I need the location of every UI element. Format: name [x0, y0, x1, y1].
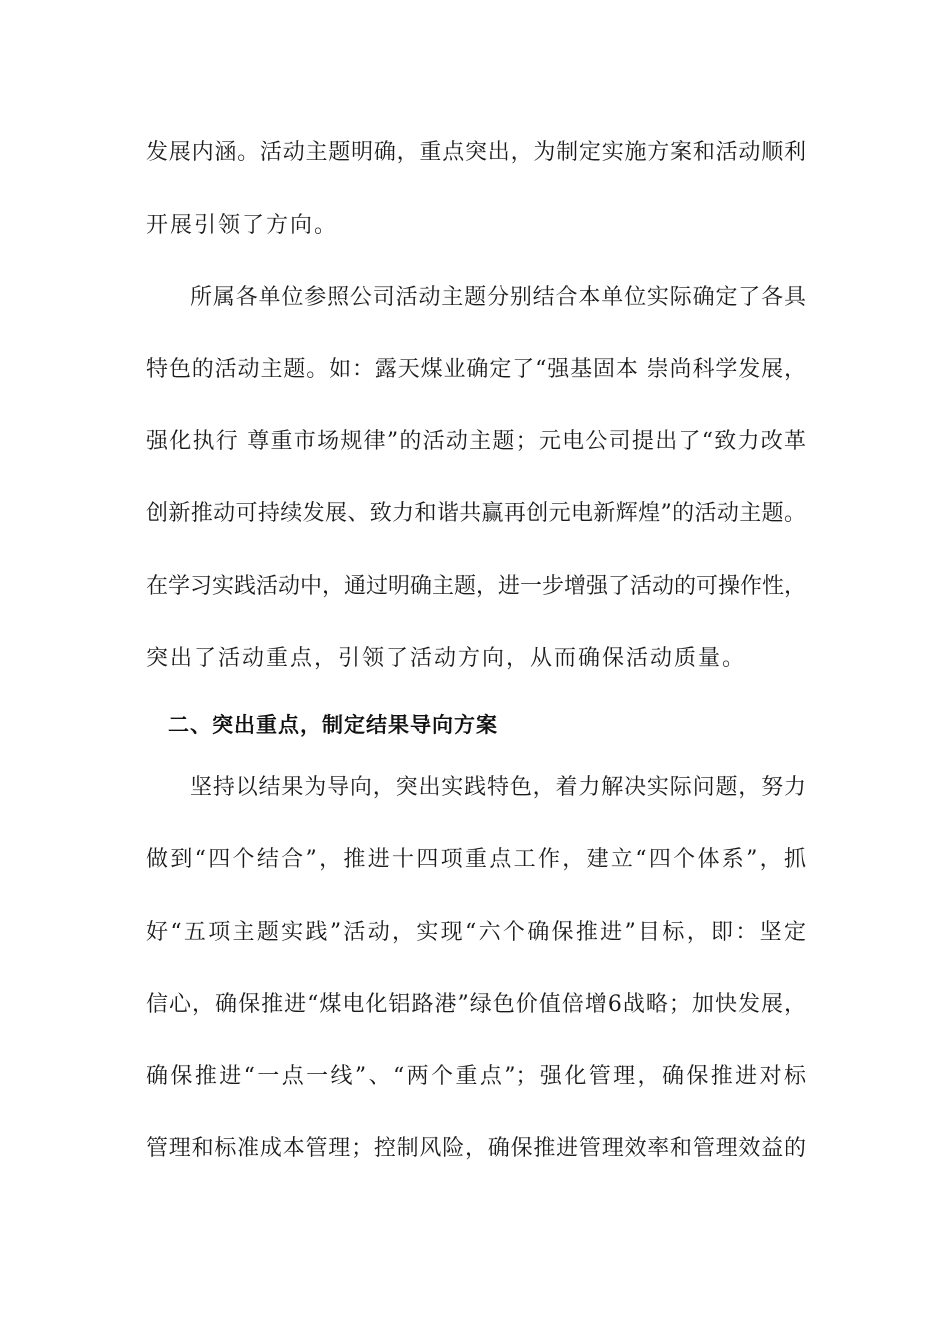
paragraph-line: 确保推进“一点一线”、“两个重点”；强化管理，确保推进对标	[146, 1064, 806, 1089]
paragraph-line: 做到“四个结合”，推进十四项重点工作，建立“四个体系”，抓	[146, 847, 806, 872]
paragraph-line: 特色的活动主题。如：露天煤业确定了“强基固本 崇尚科学发展，	[146, 357, 806, 382]
paragraph-line: 好“五项主题实践”活动，实现“六个确保推进”目标，即：坚定	[146, 920, 806, 945]
paragraph-line: 开展引领了方向。	[146, 213, 339, 238]
paragraph-line: 信心，确保推进“煤电化铝路港”绿色价值倍增6战略；加快发展，	[146, 992, 806, 1017]
paragraph-line: 在学习实践活动中，通过明确主题，进一步增强了活动的可操作性，	[146, 574, 807, 599]
paragraph-line: 发展内涵。活动主题明确，重点突出，为制定实施方案和活动顺利	[146, 140, 806, 165]
section-heading: 二、突出重点，制定结果导向方案	[168, 713, 498, 737]
paragraph-line: 所属各单位参照公司活动主题分别结合本单位实际确定了各具	[190, 285, 806, 310]
paragraph-line: 强化执行 尊重市场规律”的活动主题；元电公司提出了“致力改革	[146, 429, 806, 454]
paragraph-line: 突出了活动重点，引领了活动方向，从而确保活动质量。	[146, 646, 747, 671]
paragraph-line: 创新推动可持续发展、致力和谐共赢再创元电新辉煌”的活动主题。	[146, 501, 806, 526]
paragraph-line: 管理和标准成本管理；控制风险，确保推进管理效率和管理效益的	[146, 1136, 806, 1161]
paragraph-line: 坚持以结果为导向，突出实践特色，着力解决实际问题，努力	[190, 775, 806, 800]
